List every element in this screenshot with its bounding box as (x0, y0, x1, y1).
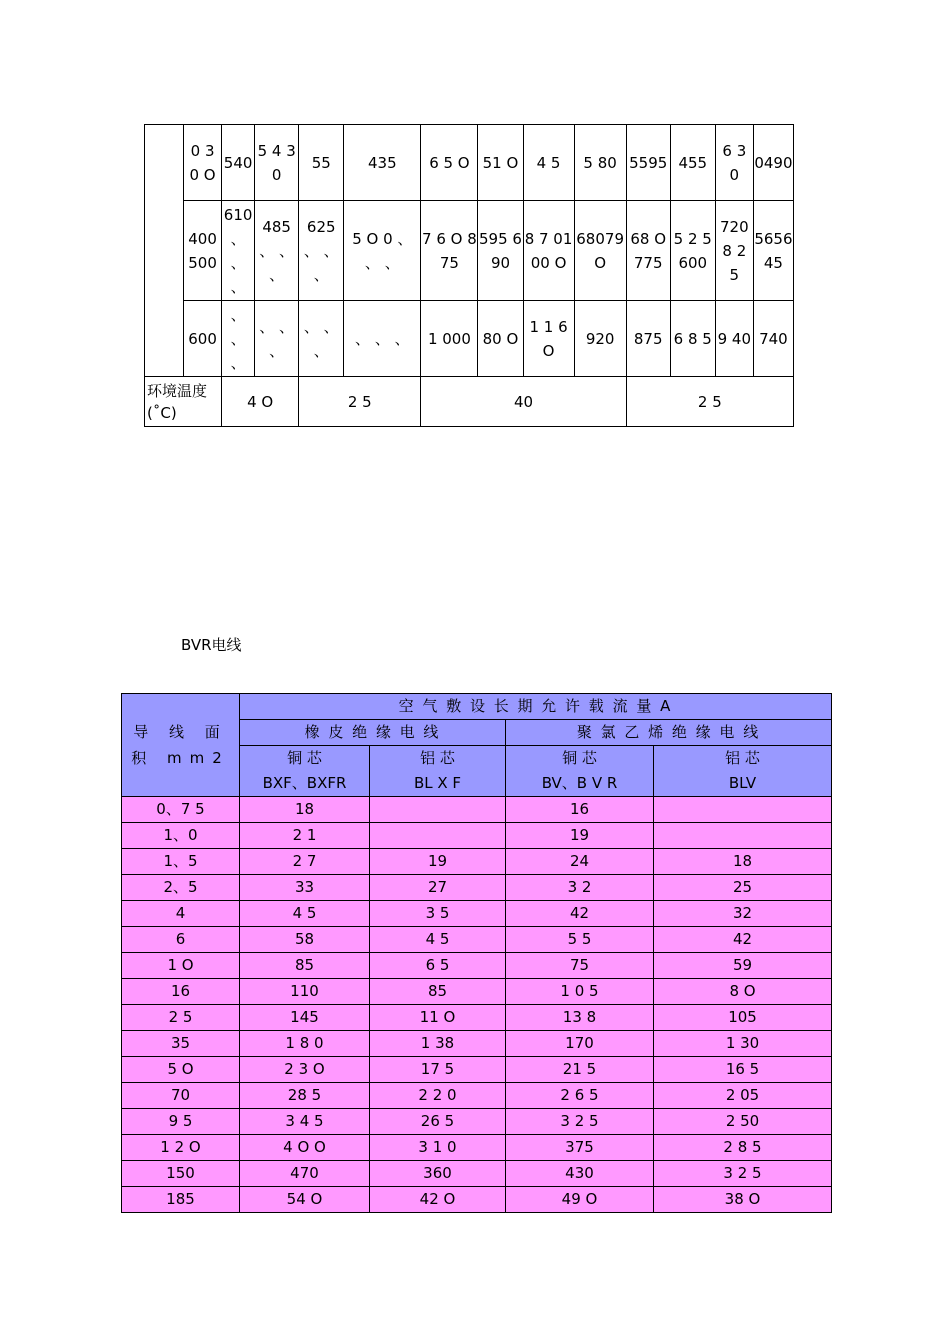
table-row (122, 1057, 832, 1083)
model-header: BXF、BXFR (240, 771, 370, 797)
ampacity-cell: 2 8 5 (654, 1135, 832, 1161)
conductor-area-cell: 150 (122, 1161, 240, 1187)
ampacity-cell: 3 2 5 (506, 1109, 654, 1135)
ampacity-cell: 2 50 (654, 1109, 832, 1135)
conductor-area-cell: 1 2 O (122, 1135, 240, 1161)
table-cell: 1 1 6 O (523, 301, 574, 377)
table-cell: 610 、 、 、 (222, 201, 255, 301)
table-cell: 4 5 (523, 125, 574, 201)
table-cell: 6 3 0 (715, 125, 753, 201)
table-row (122, 1083, 832, 1109)
ampacity-cell: 3 2 5 (654, 1161, 832, 1187)
ampacity-header: 空 气 敷 设 长 期 允 许 载 流 量 A (240, 694, 832, 720)
ampacity-cell: 110 (240, 979, 370, 1005)
conductor-area-header: 导 线 面 积 mm2 (122, 694, 240, 797)
model-header: BL X F (370, 771, 506, 797)
ampacity-cell: 16 (506, 797, 654, 823)
ampacity-cell: 33 (240, 875, 370, 901)
ampacity-cell: 27 (370, 875, 506, 901)
ampacity-cell (654, 797, 832, 823)
ampacity-cell: 2 3 O (240, 1057, 370, 1083)
table-cell: 6 5 O (421, 125, 478, 201)
table-cell: 455 (670, 125, 715, 201)
ampacity-cell: 85 (370, 979, 506, 1005)
upper-table (144, 124, 794, 427)
ampacity-cell: 42 (654, 927, 832, 953)
ampacity-cell: 1 0 5 (506, 979, 654, 1005)
ampacity-cell: 2 05 (654, 1083, 832, 1109)
ampacity-cell: 19 (370, 849, 506, 875)
table-row (122, 1135, 832, 1161)
conductor-area-cell: 4 (122, 901, 240, 927)
ampacity-cell: 3 4 5 (240, 1109, 370, 1135)
table-cell: 、 、 、 (344, 301, 421, 377)
table-cell: 540 (222, 125, 255, 201)
ampacity-cell: 42 O (370, 1187, 506, 1213)
ampacity-cell: 3 1 0 (370, 1135, 506, 1161)
ampacity-table (121, 693, 832, 1213)
ampacity-cell: 21 5 (506, 1057, 654, 1083)
ampacity-cell: 25 (654, 875, 832, 901)
ampacity-cell: 42 (506, 901, 654, 927)
table-cell: 、 、 、 (255, 301, 299, 377)
env-temp-value: 2 5 (299, 377, 421, 427)
table-cell: 68079 O (574, 201, 626, 301)
table-cell: 595 690 (478, 201, 523, 301)
ampacity-cell: 16 5 (654, 1057, 832, 1083)
core-header: 铜 芯 (506, 746, 654, 772)
table-cell: 875 (626, 301, 670, 377)
table-row (122, 901, 832, 927)
ampacity-cell: 19 (506, 823, 654, 849)
model-header: BLV (654, 771, 832, 797)
ampacity-cell: 2 2 0 (370, 1083, 506, 1109)
ampacity-cell: 26 5 (370, 1109, 506, 1135)
blank-cell (145, 125, 184, 377)
core-header: 铜 芯 (240, 746, 370, 772)
table-cell: 600 (184, 301, 222, 377)
ampacity-cell: 5 5 (506, 927, 654, 953)
ampacity-cell: 2 7 (240, 849, 370, 875)
pvc-insulated-header: 聚 氯 乙 烯 绝 缘 电 线 (506, 720, 832, 746)
ampacity-cell: 1 8 0 (240, 1031, 370, 1057)
table-cell: 5656 45 (753, 201, 793, 301)
table-cell: 1 000 (421, 301, 478, 377)
conductor-area-cell: 185 (122, 1187, 240, 1213)
ampacity-cell (370, 797, 506, 823)
conductor-area-cell: 1、5 (122, 849, 240, 875)
ampacity-cell (370, 823, 506, 849)
env-temp-value: 4 O (222, 377, 299, 427)
ampacity-cell: 1 38 (370, 1031, 506, 1057)
table-row (122, 797, 832, 823)
env-temp-value: 40 (421, 377, 626, 427)
table-cell: 740 (753, 301, 793, 377)
ampacity-cell: 18 (654, 849, 832, 875)
table-cell: 51 O (478, 125, 523, 201)
ampacity-cell: 145 (240, 1005, 370, 1031)
table-row (122, 1161, 832, 1187)
table-row (122, 875, 832, 901)
conductor-area-cell: 6 (122, 927, 240, 953)
table-cell: 485 、 、 、 (255, 201, 299, 301)
table-cell: 、 、 、 (222, 301, 255, 377)
ampacity-cell: 75 (506, 953, 654, 979)
table-row (122, 849, 832, 875)
conductor-area-cell: 2、5 (122, 875, 240, 901)
conductor-area-cell: 5 O (122, 1057, 240, 1083)
table-row (122, 1109, 832, 1135)
table-cell: 68 O 775 (626, 201, 670, 301)
ampacity-cell: 59 (654, 953, 832, 979)
table-cell: 400 500 (184, 201, 222, 301)
table-cell: 6 8 5 (670, 301, 715, 377)
table-cell: 720 8 2 5 (715, 201, 753, 301)
table-row (122, 1031, 832, 1057)
table-row (122, 1187, 832, 1213)
ampacity-cell: 430 (506, 1161, 654, 1187)
ampacity-cell: 4 5 (370, 927, 506, 953)
ampacity-cell: 17 5 (370, 1057, 506, 1083)
ampacity-cell: 4 O O (240, 1135, 370, 1161)
ampacity-cell: 170 (506, 1031, 654, 1057)
ampacity-cell: 1 30 (654, 1031, 832, 1057)
table-cell: 、 、 、 (299, 301, 344, 377)
table-cell: 8 7 0100 O (523, 201, 574, 301)
table-row (122, 823, 832, 849)
table-cell: 5 4 3 0 (255, 125, 299, 201)
env-temp-value: 2 5 (626, 377, 793, 427)
core-header: 铝 芯 (370, 746, 506, 772)
conductor-area-cell: 70 (122, 1083, 240, 1109)
core-header: 铝 芯 (654, 746, 832, 772)
conductor-area-cell: 1 O (122, 953, 240, 979)
ampacity-cell: 8 O (654, 979, 832, 1005)
ampacity-cell: 24 (506, 849, 654, 875)
ampacity-cell: 4 5 (240, 901, 370, 927)
table-cell: 7 6 O 875 (421, 201, 478, 301)
table-cell: 5 O 0 、 、 、 (344, 201, 421, 301)
rubber-insulated-header: 橡 皮 绝 缘 电 线 (240, 720, 506, 746)
ampacity-cell: 6 5 (370, 953, 506, 979)
table-cell: 0490 (753, 125, 793, 201)
model-header: BV、B V R (506, 771, 654, 797)
table-row (122, 1005, 832, 1031)
table-cell: 80 O (478, 301, 523, 377)
table-cell: 5 80 (574, 125, 626, 201)
ampacity-cell: 470 (240, 1161, 370, 1187)
ampacity-cell: 28 5 (240, 1083, 370, 1109)
ampacity-cell: 2 6 5 (506, 1083, 654, 1109)
ampacity-cell: 49 O (506, 1187, 654, 1213)
env-temp-label: 环境温度 (˚C) (145, 377, 222, 427)
conductor-area-cell: 16 (122, 979, 240, 1005)
ampacity-cell: 32 (654, 901, 832, 927)
ampacity-cell: 54 O (240, 1187, 370, 1213)
table-cell: 435 (344, 125, 421, 201)
ampacity-cell: 18 (240, 797, 370, 823)
conductor-area-cell: 2 5 (122, 1005, 240, 1031)
ampacity-rows (122, 797, 832, 1213)
ampacity-cell: 11 O (370, 1005, 506, 1031)
section-caption: BVR电线 (181, 636, 242, 654)
table-cell: 55 (299, 125, 344, 201)
table-cell: 9 40 (715, 301, 753, 377)
ampacity-cell: 2 1 (240, 823, 370, 849)
ampacity-cell: 3 5 (370, 901, 506, 927)
conductor-area-cell: 9 5 (122, 1109, 240, 1135)
table-cell: 5 2 5 600 (670, 201, 715, 301)
table-cell: 0 3 0 O (184, 125, 222, 201)
ampacity-cell: 13 8 (506, 1005, 654, 1031)
conductor-area-cell: 1、0 (122, 823, 240, 849)
table-cell: 625 、 、 、 (299, 201, 344, 301)
ampacity-cell: 38 O (654, 1187, 832, 1213)
ampacity-cell: 3 2 (506, 875, 654, 901)
table-cell: 5595 (626, 125, 670, 201)
conductor-area-cell: 35 (122, 1031, 240, 1057)
ampacity-cell: 85 (240, 953, 370, 979)
ampacity-cell (654, 823, 832, 849)
ampacity-cell: 105 (654, 1005, 832, 1031)
ampacity-cell: 58 (240, 927, 370, 953)
conductor-area-cell: 0、7 5 (122, 797, 240, 823)
table-row (122, 979, 832, 1005)
ampacity-cell: 375 (506, 1135, 654, 1161)
table-row (122, 927, 832, 953)
table-cell: 920 (574, 301, 626, 377)
table-row (122, 953, 832, 979)
ampacity-cell: 360 (370, 1161, 506, 1187)
